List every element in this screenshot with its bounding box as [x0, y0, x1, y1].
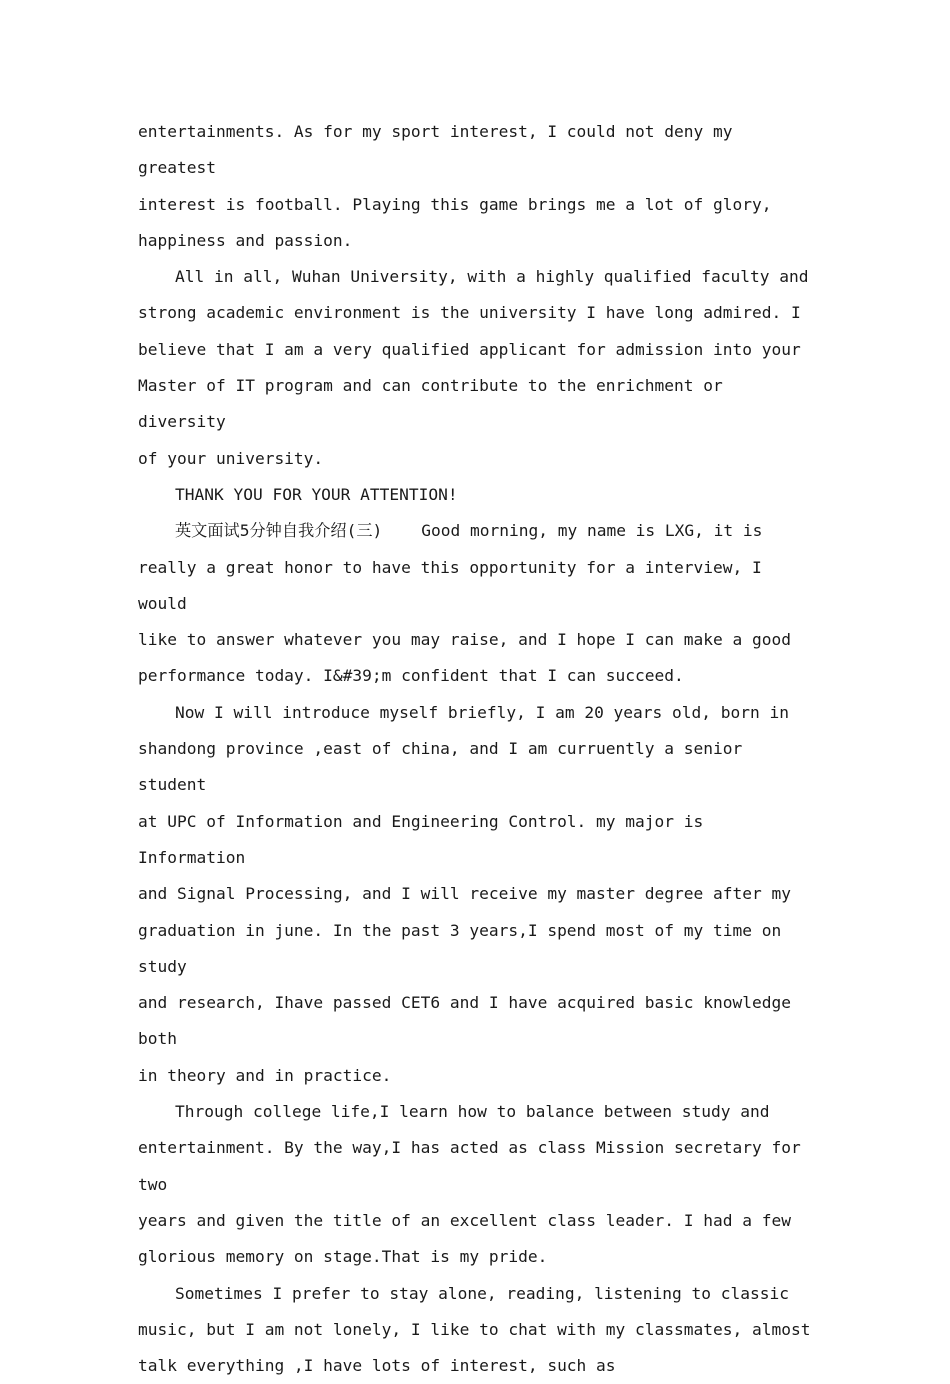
text-line: shandong province ,east of china, and I am curruently a senior student: [138, 739, 752, 794]
text-line: entertainment. By the way,I has acted as class Mission secretary for two: [138, 1138, 810, 1193]
text-line: Master of IT program and can contribute to the enrichment or diversity: [138, 376, 733, 431]
paragraph-thanks: [138, 477, 818, 513]
paragraph-college-life: [138, 1094, 818, 1275]
text-line: music, but I am not lonely, I like to chat with my classmates, almost: [138, 1320, 810, 1339]
text-line: strong academic environment is the university I have long admired. I: [138, 303, 801, 322]
document-body: [138, 114, 818, 1384]
text-line: glorious memory on stage.That is my pride.: [138, 1247, 547, 1266]
text-line: at UPC of Information and Engineering Control. my major is Information: [138, 812, 713, 867]
text-line: talk everything ,I have lots of interest, such as: [138, 1356, 616, 1375]
text-line: THANK YOU FOR YOUR ATTENTION!: [175, 485, 458, 504]
text-line: years and given the title of an excellent class leader. I had a few: [138, 1211, 791, 1230]
paragraph-conclusion: [138, 259, 818, 477]
paragraph-background: [138, 695, 818, 1094]
paragraph-hobbies: [138, 1276, 818, 1384]
text-line: entertainments. As for my sport interest, I could not deny my greatest: [138, 122, 742, 177]
text-line: All in all, Wuhan University, with a highly qualified faculty and: [175, 267, 808, 286]
text-line: believe that I am a very qualified applicant for admission into your: [138, 340, 801, 359]
text-line: Through college life,I learn how to balance between study and: [175, 1102, 770, 1121]
text-line: graduation in june. In the past 3 years,I spend most of my time on study: [138, 921, 791, 976]
text-line: Sometimes I prefer to stay alone, reading, listening to classic: [175, 1284, 789, 1303]
text-line: Now I will introduce myself briefly, I am 20 years old, born in: [175, 703, 789, 722]
text-line: in theory and in practice.: [138, 1066, 391, 1085]
paragraph-interests: [138, 114, 818, 259]
text-line: really a great honor to have this opportunity for a interview, I would: [138, 558, 771, 613]
text-line: and research, Ihave passed CET6 and I have acquired basic knowledge both: [138, 993, 801, 1048]
text-line: and Signal Processing, and I will receive my master degree after my: [138, 884, 791, 903]
text-line: 英文面试5分钟自我介绍(三) Good morning, my name is LXG, it is: [175, 521, 762, 540]
text-line: like to answer whatever you may raise, and I hope I can make a good: [138, 630, 791, 649]
text-line: of your university.: [138, 449, 323, 468]
text-line: performance today. I&#39;m confident that I can succeed.: [138, 666, 684, 685]
text-line: interest is football. Playing this game brings me a lot of glory,: [138, 195, 771, 214]
text-line: happiness and passion.: [138, 231, 352, 250]
paragraph-section-three-intro: [138, 513, 818, 694]
